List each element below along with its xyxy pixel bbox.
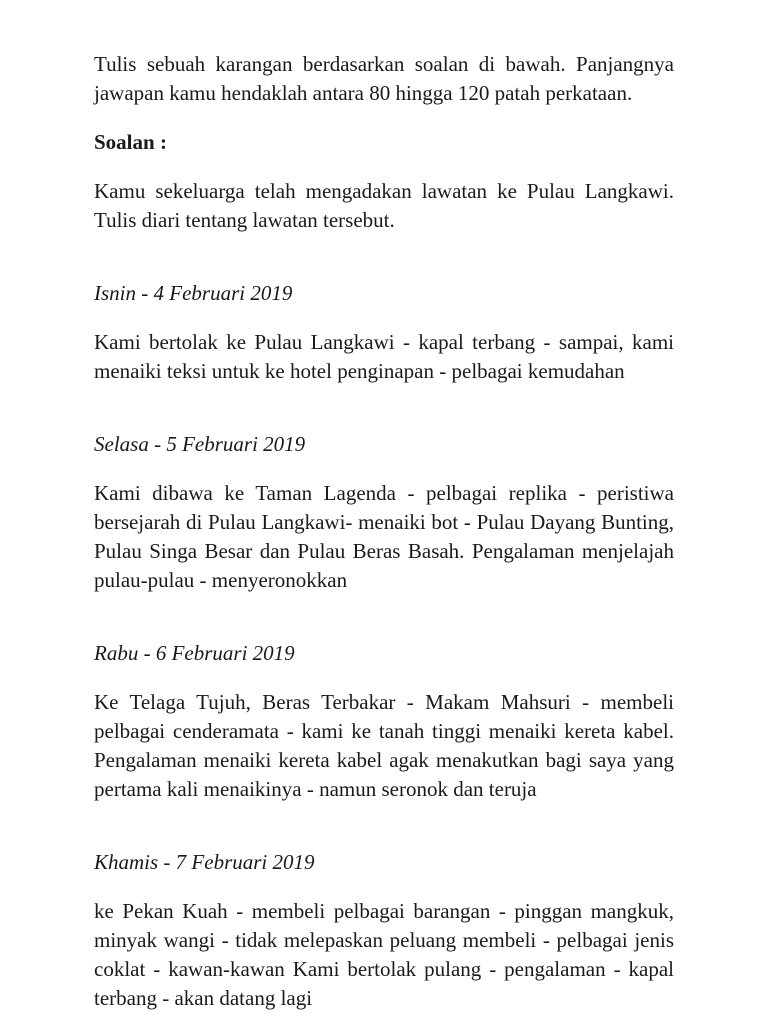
- entry-heading-tuesday: Selasa - 5 Februari 2019: [94, 432, 306, 456]
- entry-heading-monday: Isnin - 4 Februari 2019: [94, 281, 293, 305]
- question-text: Kamu sekeluarga telah mengadakan lawatan ke Pulau Langkawi. Tulis diari tentang lawatan tersebut.: [94, 179, 674, 232]
- entry-body-thursday: ke Pekan Kuah - membeli pelbagai barangan - pinggan mangkuk, minyak wangi - tidak melepaskan peluang membeli - pelbagai jenis coklat - kawan-kawan Kami bertolak pulang - pengalaman - kapal terbang - akan datang lagi: [94, 899, 674, 1010]
- instructions-text: Tulis sebuah karangan berdasarkan soalan di bawah. Panjangnya jawapan kamu hendaklah antara 80 hingga 120 patah perkataan.: [94, 52, 674, 105]
- question-label: Soalan :: [94, 130, 167, 154]
- entry-body-tuesday: Kami dibawa ke Taman Lagenda - pelbagai replika - peristiwa bersejarah di Pulau Langkawi- menaiki bot - Pulau Dayang Bunting, Pulau Singa Besar dan Pulau Beras Basah. Pengalaman menjelajah pulau-pulau - menyeronokkan: [94, 481, 674, 592]
- entry-body-wednesday: Ke Telaga Tujuh, Beras Terbakar - Makam Mahsuri - membeli pelbagai cenderamata - kami ke tanah tinggi menaiki kereta kabel. Pengalaman menaiki kereta kabel agak menakutkan bagi saya yang pertama kali menaikinya - namun seronok dan teruja: [94, 690, 674, 801]
- document-page: [94, 50, 674, 1013]
- entry-heading-wednesday: Rabu - 6 Februari 2019: [94, 641, 295, 665]
- entry-body-monday: Kami bertolak ke Pulau Langkawi - kapal terbang - sampai, kami menaiki teksi untuk ke hotel penginapan - pelbagai kemudahan: [94, 330, 674, 383]
- entry-heading-thursday: Khamis - 7 Februari 2019: [94, 850, 315, 874]
